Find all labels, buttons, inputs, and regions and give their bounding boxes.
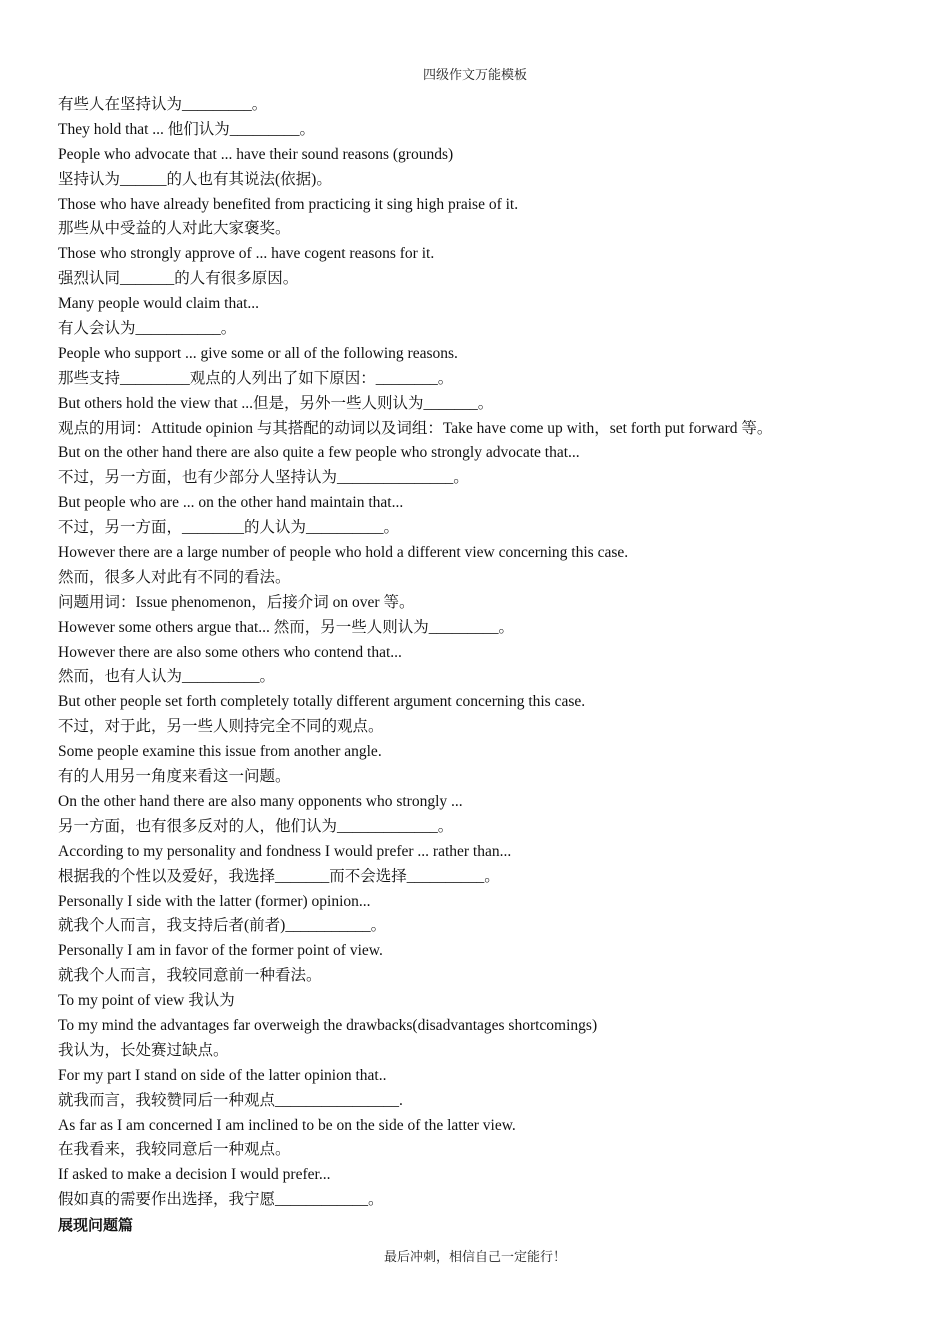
text-line: However there are a large number of people who hold a different view concerning this case.	[58, 544, 629, 562]
text-line: People who advocate that ... have their sound reasons (grounds)	[58, 145, 454, 163]
document-body	[58, 93, 918, 1238]
text-line: 我认为，长处赛过缺点。	[58, 1041, 229, 1059]
text-line: 观点的用词：Attitude opinion 与其搭配的动词以及词组：Take have come up with，set forth put forward 等。	[58, 419, 773, 437]
text-line: But people who are ... on the other hand maintain that...	[58, 494, 404, 512]
text-line: 那些从中受益的人对此大家褒奖。	[58, 220, 291, 238]
text-line: 就我而言，我较赞同后一种观点________________.	[58, 1091, 403, 1109]
text-line: Those who have already benefited from practicing it sing high praise of it.	[58, 195, 519, 213]
text-line: Some people examine this issue from another angle.	[58, 743, 382, 761]
text-line: 有些人在坚持认为_________。	[58, 96, 268, 113]
text-line: As far as I am concerned I am inclined to be on the side of the latter view.	[58, 1116, 516, 1134]
text-line: 就我个人而言，我支持后者(前者)___________。	[58, 917, 387, 935]
page-footer: 最后冲刺，相信自己一定能行！	[383, 1249, 566, 1264]
text-line: However some others argue that... 然而，另一些人则认为_________。	[58, 618, 515, 636]
text-line: 不过，另一方面，也有少部分人坚持认为_______________。	[58, 469, 469, 487]
text-line: 强烈认同_______的人有很多原因。	[58, 270, 299, 288]
text-line: According to my personality and fondness I would prefer ... rather than...	[58, 842, 512, 860]
text-line: 那些支持_________观点的人列出了如下原因：________。	[58, 369, 454, 387]
text-line: 根据我的个性以及爱好，我选择_______而不会选择__________。	[58, 867, 500, 885]
page-header: 四级作文万能模板	[422, 67, 527, 82]
text-line: However there are also some others who contend that...	[58, 643, 402, 661]
text-line: But others hold the view that ...但是，另外一些人则认为_______。	[58, 394, 494, 412]
text-line: 坚持认为______的人也有其说法(依据)。	[58, 170, 332, 188]
text-line: 不过，对于此，另一些人则持完全不同的观点。	[58, 718, 384, 736]
text-line: 假如真的需要作出选择，我宁愿____________。	[58, 1191, 384, 1209]
text-line: 另一方面，也有很多反对的人，他们认为_____________。	[58, 817, 454, 835]
text-line: Personally I side with the latter (former) opinion...	[58, 892, 371, 910]
text-line: To my point of view 我认为	[58, 992, 235, 1010]
text-line: To my mind the advantages far overweigh the drawbacks(disadvantages shortcomings)	[58, 1016, 598, 1034]
text-line: 就我个人而言，我较同意前一种看法。	[58, 967, 322, 985]
text-line: If asked to make a decision I would prefer...	[58, 1166, 331, 1184]
text-line: They hold that ... 他们认为_________。	[58, 120, 316, 138]
text-line: 然而，也有人认为__________。	[58, 668, 276, 686]
text-line: 问题用词：Issue phenomenon，后接介词 on over 等。	[58, 593, 415, 611]
text-line: Many people would claim that...	[58, 295, 260, 313]
text-line: For my part I stand on side of the latter opinion that..	[58, 1066, 387, 1084]
text-line: 有人会认为___________。	[58, 320, 237, 338]
text-line: On the other hand there are also many opponents who strongly ...	[58, 792, 463, 810]
text-line: Those who strongly approve of ... have cogent reasons for it.	[58, 245, 435, 263]
text-line: 不过，另一方面，________的人认为__________。	[58, 519, 400, 537]
text-line: 有的人用另一角度来看这一问题。	[58, 768, 291, 786]
text-line: Personally I am in favor of the former point of view.	[58, 942, 383, 960]
text-line: But on the other hand there are also quite a few people who strongly advocate that...	[58, 444, 580, 462]
text-line: People who support ... give some or all of the following reasons.	[58, 344, 458, 362]
section-heading: 展现问题篇	[58, 1216, 134, 1235]
text-line: 然而，很多人对此有不同的看法。	[58, 568, 291, 586]
text-line: 在我看来，我较同意后一种观点。	[58, 1141, 291, 1159]
text-line: But other people set forth completely totally different argument concerning this case.	[58, 693, 586, 711]
